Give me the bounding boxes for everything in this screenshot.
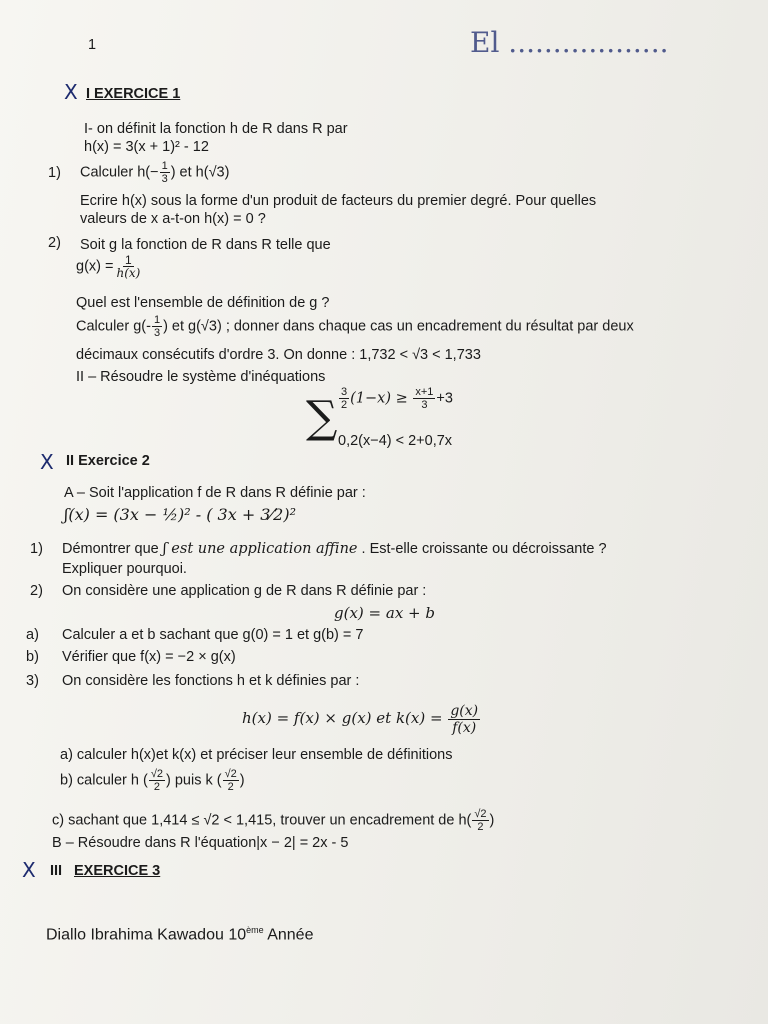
ex2-hk-definition: h(x) = f(x) × g(x) et k(x) = $\frac{g(x)}{f(x)}$ (242, 702, 479, 736)
ex1-q1-text-b: ) et h(√3) (170, 164, 230, 181)
ex2-qb-text: Vérifier que f(x) = −2 × g(x) (62, 649, 236, 665)
system-inequality-1: $\frac{3}{2}$ (1−x) ≥ $\frac{x+1}{3}$ +3 (341, 386, 453, 411)
exercise-3-number: III (50, 863, 63, 879)
ex2-q1-number: 1) (30, 541, 43, 557)
page-number: 1 (88, 37, 97, 53)
system-inequality-2: 0,2(x−4) < 2+0,7x (338, 433, 453, 449)
ex1-part2: II – Résoudre le système d'inéquations (76, 369, 326, 385)
ex2-sub-a: a) calculer h(x)et k(x) et préciser leur ensemble de définitions (60, 747, 453, 763)
ex2-q2-text: On considère une application g de R dans R définie par : (62, 583, 427, 599)
ex1-q1-number: 1) (48, 165, 61, 181)
check-mark-icon: X (22, 858, 36, 882)
ex1-q1-line (80, 160, 229, 185)
system-brace-icon: ∑ (306, 392, 338, 443)
ex1-q1-text2: valeurs de x a-t-on h(x) = 0 ? (80, 211, 266, 227)
ex1-h-definition: h(x) = 3(x + 1)² - 12 (84, 139, 209, 155)
ex2-partB: B – Résoudre dans R l'équation|x − 2| = 2x - 5 (52, 835, 349, 851)
ex1-q2-calc-line: Calculer g(- $\frac{1}{3}$ ) et g(√3) ; donner dans chaque cas un encadrement du résultat par deux (76, 314, 634, 339)
ex2-q3-number: 3) (26, 673, 39, 689)
fraction: $\frac{1}{3}$ (161, 160, 168, 185)
ex2-f-definition: ʃ(x) = (3x − ½)² - ( 3x + 3⁄2)² (64, 505, 296, 524)
handwritten-scrawl: El .................. (470, 26, 669, 59)
fraction: $\frac{x+1}{3}$ (415, 386, 434, 411)
ex1-g-definition: g(x) = $\frac{1}{h(x)}$ (76, 253, 141, 280)
ex1-q2-calc-c: décimaux consécutifs d'ordre 3. On donne : 1,732 < √3 < 1,733 (76, 347, 481, 363)
ex2-qa-number: a) (26, 627, 39, 643)
ex2-sub-c: c) sachant que 1,414 ≤ √2 < 1,415, trouver un encadrement de h( $\frac{√2}{2}$ ) (52, 808, 495, 833)
ex2-qb-number: b) (26, 649, 39, 665)
exercise-3-title: EXERCICE 3 (74, 863, 161, 879)
ex1-q1-text1: Ecrire h(x) sous la forme d'un produit de facteurs du premier degré. Pour quelles (80, 193, 597, 209)
check-mark-icon: X (40, 450, 54, 474)
author-grade: Année (263, 926, 314, 944)
author-sup: ème (246, 925, 264, 935)
fraction: $\frac{√2}{2}$ (474, 808, 487, 833)
fraction: $\frac{1}{h(x)}$ (116, 253, 141, 280)
ex2-sub-b: b) calculer h ( $\frac{√2}{2}$ ) puis k ( $\frac{√2}{2}$ ) (60, 768, 245, 793)
fraction: $\frac{3}{2}$ (341, 386, 348, 411)
ex2-q1-line: Démontrer que ʃ est une application affine . Est-elle croissante ou décroissante ? (62, 541, 607, 557)
ex2-g-definition: g(x) = ax + b (334, 604, 435, 622)
author-line (46, 920, 313, 945)
check-mark-icon: X (64, 80, 78, 104)
ex2-q2-number: 2) (30, 583, 43, 599)
ex2-partA: A – Soit l'application f de R dans R définie par : (64, 485, 366, 501)
exercise-1-title: I EXERCICE 1 (86, 86, 181, 102)
fraction: $\frac{√2}{2}$ (150, 768, 163, 793)
fraction: $\frac{g(x)}{f(x)}$ (450, 702, 479, 736)
ex2-q1-c: Expliquer pourquoi. (62, 561, 187, 577)
ex2-qa-text: Calculer a et b sachant que g(0) = 1 et g(b) = 7 (62, 627, 364, 643)
ex1-q2-number: 2) (48, 235, 61, 251)
fraction: $\frac{1}{3}$ (153, 314, 161, 339)
ex1-intro: I- on définit la fonction h de R dans R par (84, 121, 348, 137)
exercise-2-title: II Exercice 2 (66, 453, 150, 469)
ex1-q2-set: Quel est l'ensemble de définition de g ? (76, 295, 330, 311)
ex2-q3-text: On considère les fonctions h et k définies par : (62, 673, 360, 689)
fraction: $\frac{√2}{2}$ (224, 768, 237, 793)
author-name: Diallo Ibrahima Kawadou 10 (46, 926, 247, 944)
ex1-q1-text-a: Calculer h(− (80, 164, 159, 181)
ex1-q2-text: Soit g la fonction de R dans R telle que (80, 237, 331, 253)
